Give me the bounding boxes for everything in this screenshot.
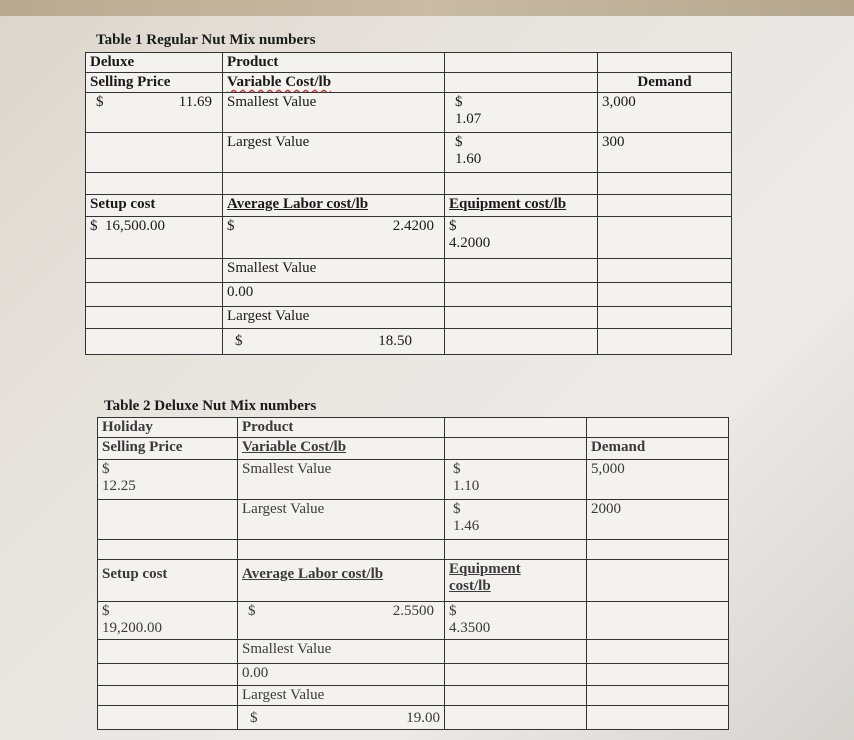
table1-smallest-demand: 3,000	[598, 93, 732, 133]
table2-labor-largest-value: 19.00	[406, 710, 440, 726]
table2-setup-label: Setup cost	[98, 560, 238, 602]
table1-labor-smallest-value: 0.00	[223, 283, 445, 307]
table2-equipment-label: Equipment cost/lb	[445, 560, 587, 602]
table1-equipment-label: Equipment cost/lb	[449, 196, 567, 212]
table1-variable-cost-label: Variable Cost/lb	[227, 74, 332, 90]
table1-labor-value: 2.4200	[392, 218, 434, 234]
table1-price-currency: $	[96, 94, 104, 110]
table2-labor-smallest-value: 0.00	[238, 664, 445, 686]
table1-labor-currency: $	[227, 218, 235, 234]
table2-selling-price-label: Selling Price	[98, 438, 238, 460]
table2-variable-cost-label: Variable Cost/lb	[242, 439, 347, 455]
table2-labor-largest-currency: $	[250, 710, 258, 726]
photo-top-edge	[0, 0, 854, 16]
table1-selling-price-label: Selling Price	[86, 73, 223, 93]
table2-price-value: $ 12.25	[98, 460, 238, 500]
table2-labor-largest-label: Largest Value	[238, 686, 445, 706]
table1-labor-largest-value: 18.50	[378, 333, 412, 349]
table1-equipment-value: $ 4.2000	[445, 217, 598, 259]
table2-equipment-value: $ 4.3500	[445, 602, 587, 640]
table1-smallest-label: Smallest Value	[223, 93, 445, 133]
table2-labor-label: Average Labor cost/lb	[242, 566, 384, 582]
table2-smallest-label: Smallest Value	[238, 460, 445, 500]
table1-setup-label: Setup cost	[86, 195, 223, 217]
table1-demand-label: Demand	[598, 73, 732, 93]
table1-largest-cost: $ 1.60	[445, 133, 598, 173]
table2-header-holiday: Holiday	[98, 418, 238, 438]
table2-largest-cost: $ 1.46	[445, 500, 587, 540]
table2-setup-value: $ 19,200.00	[98, 602, 238, 640]
table1-labor-cell	[223, 217, 445, 259]
table2-largest-demand: 2000	[587, 500, 729, 540]
table1-smallest-cost: $ 1.07	[445, 93, 598, 133]
table1-labor-smallest-label: Smallest Value	[223, 259, 445, 283]
table2-labor-currency: $	[248, 603, 256, 619]
table1-largest-demand: 300	[598, 133, 732, 173]
table1-price-value: 11.69	[178, 94, 212, 110]
table2-smallest-cost: $ 1.10	[445, 460, 587, 500]
table2-labor-smallest-label: Smallest Value	[238, 640, 445, 664]
table2	[97, 417, 729, 730]
table1-setup-value: $ 16,500.00	[86, 217, 223, 259]
table1-price-cell	[86, 93, 223, 133]
table1	[85, 52, 732, 355]
table2-demand-label: Demand	[587, 438, 729, 460]
table2-largest-label: Largest Value	[238, 500, 445, 540]
table1-labor-label: Average Labor cost/lb	[227, 196, 369, 212]
table1-header-deluxe: Deluxe	[86, 53, 223, 73]
table2-smallest-demand: 5,000	[587, 460, 729, 500]
table2-caption: Table 2 Deluxe Nut Mix numbers	[104, 398, 317, 414]
table1-labor-largest-label: Largest Value	[223, 307, 445, 329]
table1-header-product: Product	[223, 53, 445, 73]
table1-labor-largest-currency: $	[235, 333, 243, 349]
table1-largest-label: Largest Value	[223, 133, 445, 173]
table2-header-product: Product	[238, 418, 445, 438]
table1-caption: Table 1 Regular Nut Mix numbers	[96, 32, 316, 48]
table2-labor-value: 2.5500	[392, 603, 434, 619]
